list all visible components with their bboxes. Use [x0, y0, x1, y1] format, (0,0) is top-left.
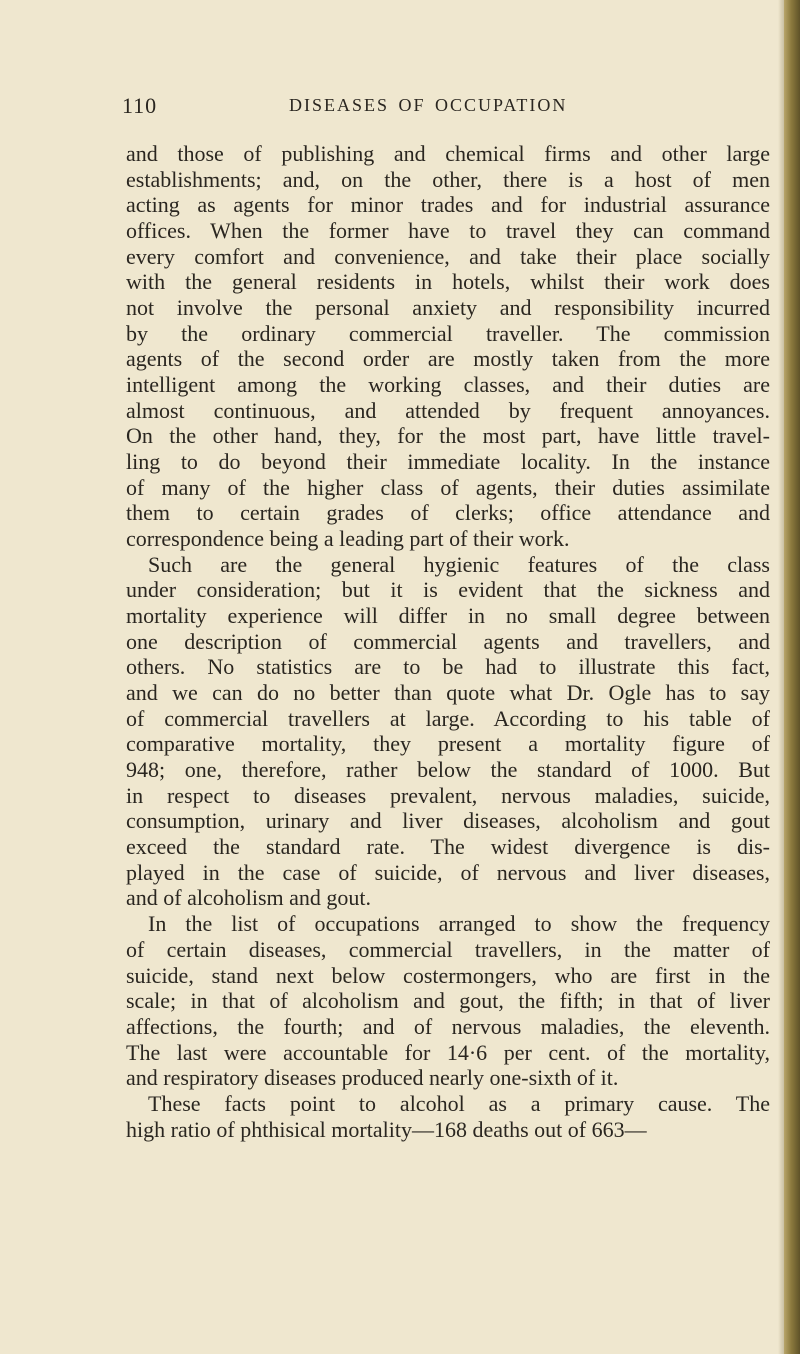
text-line: suicide, stand next below costermongers, who are first in the — [126, 962, 770, 988]
running-title: DISEASES OF OCCUPATION — [289, 95, 568, 115]
text-line: establishments; and, on the other, there is a host of men — [126, 166, 770, 192]
text-line: comparative mortality, they present a mortality figure of — [126, 731, 770, 757]
text-line: ling to do beyond their immediate locality. In the instance — [126, 449, 770, 475]
text-line: acting as agents for minor trades and for industrial assurance — [126, 192, 770, 218]
running-head — [122, 93, 772, 123]
text-line: by the ordinary commercial traveller. The commission — [126, 320, 770, 346]
text-line: in respect to diseases prevalent, nervous maladies, suicide, — [126, 782, 770, 808]
text-line: every comfort and convenience, and take their place socially — [126, 243, 770, 269]
text-line: mortality experience will differ in no small degree between — [126, 603, 770, 629]
text-line: and those of publishing and chemical firms and other large — [126, 141, 770, 166]
paragraph — [126, 911, 770, 1091]
text-line: These facts point to alcohol as a primary cause. The — [148, 1090, 770, 1116]
text-line: scale; in that of alcoholism and gout, the fifth; in that of liver — [126, 988, 770, 1014]
paragraph — [126, 141, 770, 552]
text-line: under consideration; but it is evident that the sickness and — [126, 577, 770, 603]
text-line: The last were accountable for 14·6 per cent. of the mortality, — [126, 1039, 770, 1065]
text-line: of many of the higher class of agents, their duties assimilate — [126, 474, 770, 500]
paragraph — [126, 552, 770, 911]
page-number: 110 — [122, 93, 158, 118]
text-line: almost continuous, and attended by frequent annoyances. — [126, 397, 770, 423]
text-line: others. No statistics are to be had to illustrate this fact, — [126, 654, 770, 680]
text-line: and we can do no better than quote what Dr. Ogle has to say — [126, 680, 770, 706]
text-line: intelligent among the working classes, and their duties are — [126, 372, 770, 398]
text-line: In the list of occupations arranged to show the frequency — [148, 911, 770, 937]
text-line: high ratio of phthisical mortality—168 deaths out of 663— — [126, 1116, 647, 1142]
text-line: of certain diseases, commercial travellers, in the matter of — [126, 936, 770, 962]
body-text — [126, 141, 770, 1142]
paragraph — [126, 1091, 770, 1142]
text-line: affections, the fourth; and of nervous maladies, the eleventh. — [126, 1013, 770, 1039]
text-line: and of alcoholism and gout. — [126, 885, 372, 911]
text-line: played in the case of suicide, of nervous and liver diseases, — [126, 859, 770, 885]
text-line: one description of commercial agents and travellers, and — [126, 628, 770, 654]
text-line: exceed the standard rate. The widest divergence is dis- — [126, 834, 770, 860]
text-line: of commercial travellers at large. According to his table of — [126, 705, 770, 731]
text-line: with the general residents in hotels, whilst their work does — [126, 269, 770, 295]
text-line: offices. When the former have to travel they can command — [126, 218, 770, 244]
text-line: On the other hand, they, for the most part, have little travel- — [126, 423, 770, 449]
text-line: them to certain grades of clerks; office attendance and — [126, 500, 770, 526]
text-line: 948; one, therefore, rather below the standard of 1000. But — [126, 757, 770, 783]
text-line: and respiratory diseases produced nearly one-sixth of it. — [126, 1065, 619, 1091]
text-line: Such are the general hygienic features of the class — [148, 551, 770, 577]
text-line: agents of the second order are mostly taken from the more — [126, 346, 770, 372]
text-line: not involve the personal anxiety and responsibility incurred — [126, 295, 770, 321]
page-edge — [784, 0, 800, 1354]
text-line: consumption, urinary and liver diseases, alcoholism and gout — [126, 808, 770, 834]
text-line: correspondence being a leading part of their work. — [126, 526, 570, 552]
